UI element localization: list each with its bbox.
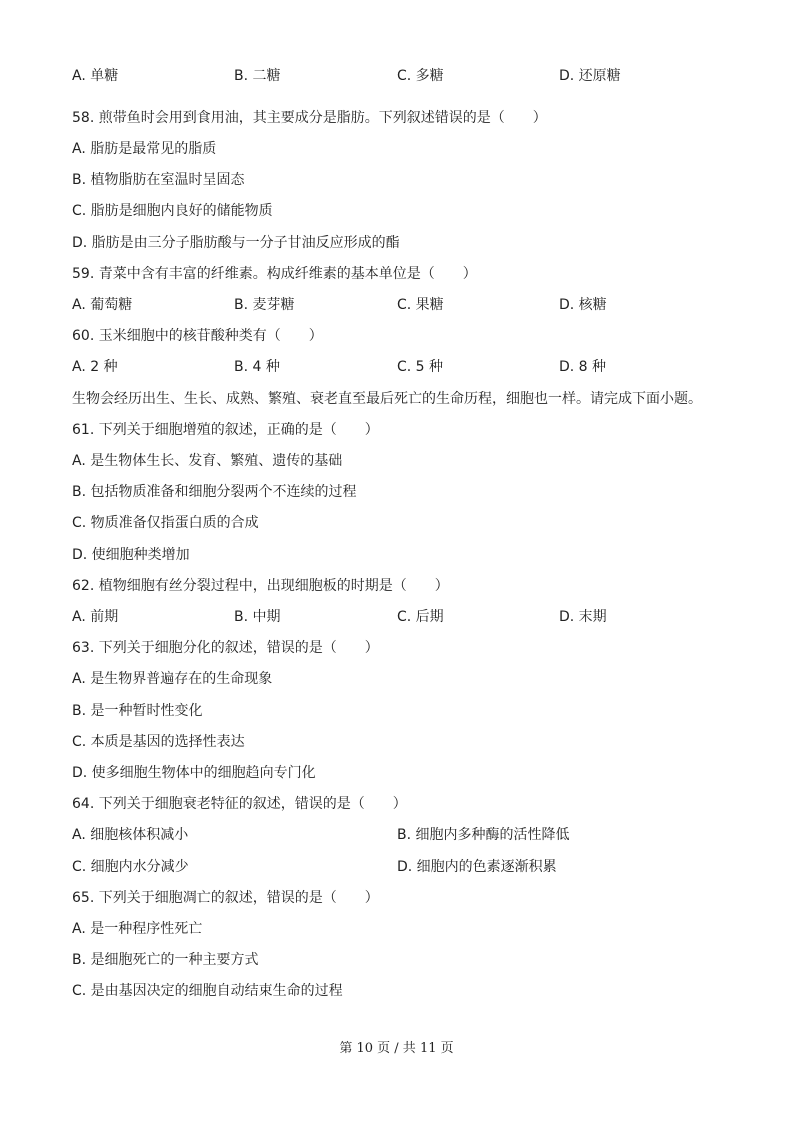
q60-option-a: A. 2 种 — [72, 359, 118, 375]
q59-option-a: A. 葡萄糖 — [72, 297, 133, 313]
q61-option-b: B. 包括物质准备和细胞分裂两个不连续的过程 — [72, 484, 357, 500]
q63-option-a: A. 是生物界普遍存在的生命现象 — [72, 671, 273, 687]
q59-option-c: C. 果糖 — [397, 297, 444, 313]
q64-stem: 64. 下列关于细胞衰老特征的叙述，错误的是（ ） — [72, 796, 407, 812]
q64-option-a: A. 细胞核体积减小 — [72, 827, 189, 843]
q58-option-b: B. 植物脂肪在室温时呈固态 — [72, 172, 245, 188]
q63-option-d: D. 使多细胞生物体中的细胞趋向专门化 — [72, 765, 316, 781]
q63-option-c: C. 本质是基因的选择性表达 — [72, 734, 245, 750]
q58-stem: 58. 煎带鱼时会用到食用油，其主要成分是脂肪。下列叙述错误的是（ ） — [72, 110, 547, 126]
q61-stem: 61. 下列关于细胞增殖的叙述，正确的是（ ） — [72, 422, 379, 438]
q62-option-a: A. 前期 — [72, 609, 119, 625]
q63-stem: 63. 下列关于细胞分化的叙述，错误的是（ ） — [72, 640, 379, 656]
q58-option-a: A. 脂肪是最常见的脂质 — [72, 141, 217, 157]
q57-option-a: A. 单糖 — [72, 68, 119, 84]
q65-option-a: A. 是一种程序性死亡 — [72, 921, 203, 937]
page-number: 第 10 页 / 共 11 页 — [339, 1041, 454, 1056]
q61-option-c: C. 物质准备仅指蛋白质的合成 — [72, 515, 259, 531]
q60-option-d: D. 8 种 — [559, 359, 607, 375]
q64-option-b: B. 细胞内多种酶的活性降低 — [397, 827, 570, 843]
q57-option-d: D. 还原糖 — [559, 68, 621, 84]
q58-option-c: C. 脂肪是细胞内良好的储能物质 — [72, 203, 273, 219]
q65-stem: 65. 下列关于细胞凋亡的叙述，错误的是（ ） — [72, 890, 379, 906]
q60-option-b: B. 4 种 — [234, 359, 280, 375]
q62-option-d: D. 末期 — [559, 609, 607, 625]
q62-option-c: C. 后期 — [397, 609, 444, 625]
q58-option-d: D. 脂肪是由三分子脂肪酸与一分子甘油反应形成的酯 — [72, 235, 400, 251]
q57-option-b: B. 二糖 — [234, 68, 281, 84]
q62-stem: 62. 植物细胞有丝分裂过程中，出现细胞板的时期是（ ） — [72, 578, 449, 594]
q63-option-b: B. 是一种暂时性变化 — [72, 703, 203, 719]
section-intro: 生物会经历出生、生长、成熟、繁殖、衰老直至最后死亡的生命历程，细胞也一样。请完成下面小题。 — [72, 391, 702, 407]
q59-option-b: B. 麦芽糖 — [234, 297, 295, 313]
q61-option-d: D. 使细胞种类增加 — [72, 547, 190, 563]
q60-stem: 60. 玉米细胞中的核苷酸种类有（ ） — [72, 328, 323, 344]
q64-option-c: C. 细胞内水分减少 — [72, 859, 189, 875]
q57-option-c: C. 多糖 — [397, 68, 444, 84]
q61-option-a: A. 是生物体生长、发育、繁殖、遗传的基础 — [72, 453, 343, 469]
q62-option-b: B. 中期 — [234, 609, 281, 625]
q65-option-b: B. 是细胞死亡的一种主要方式 — [72, 952, 259, 968]
q59-option-d: D. 核糖 — [559, 297, 607, 313]
q65-option-c: C. 是由基因决定的细胞自动结束生命的过程 — [72, 983, 343, 999]
q59-stem: 59. 青菜中含有丰富的纤维素。构成纤维素的基本单位是（ ） — [72, 266, 477, 282]
q64-option-d: D. 细胞内的色素逐渐积累 — [397, 859, 557, 875]
q60-option-c: C. 5 种 — [397, 359, 444, 375]
